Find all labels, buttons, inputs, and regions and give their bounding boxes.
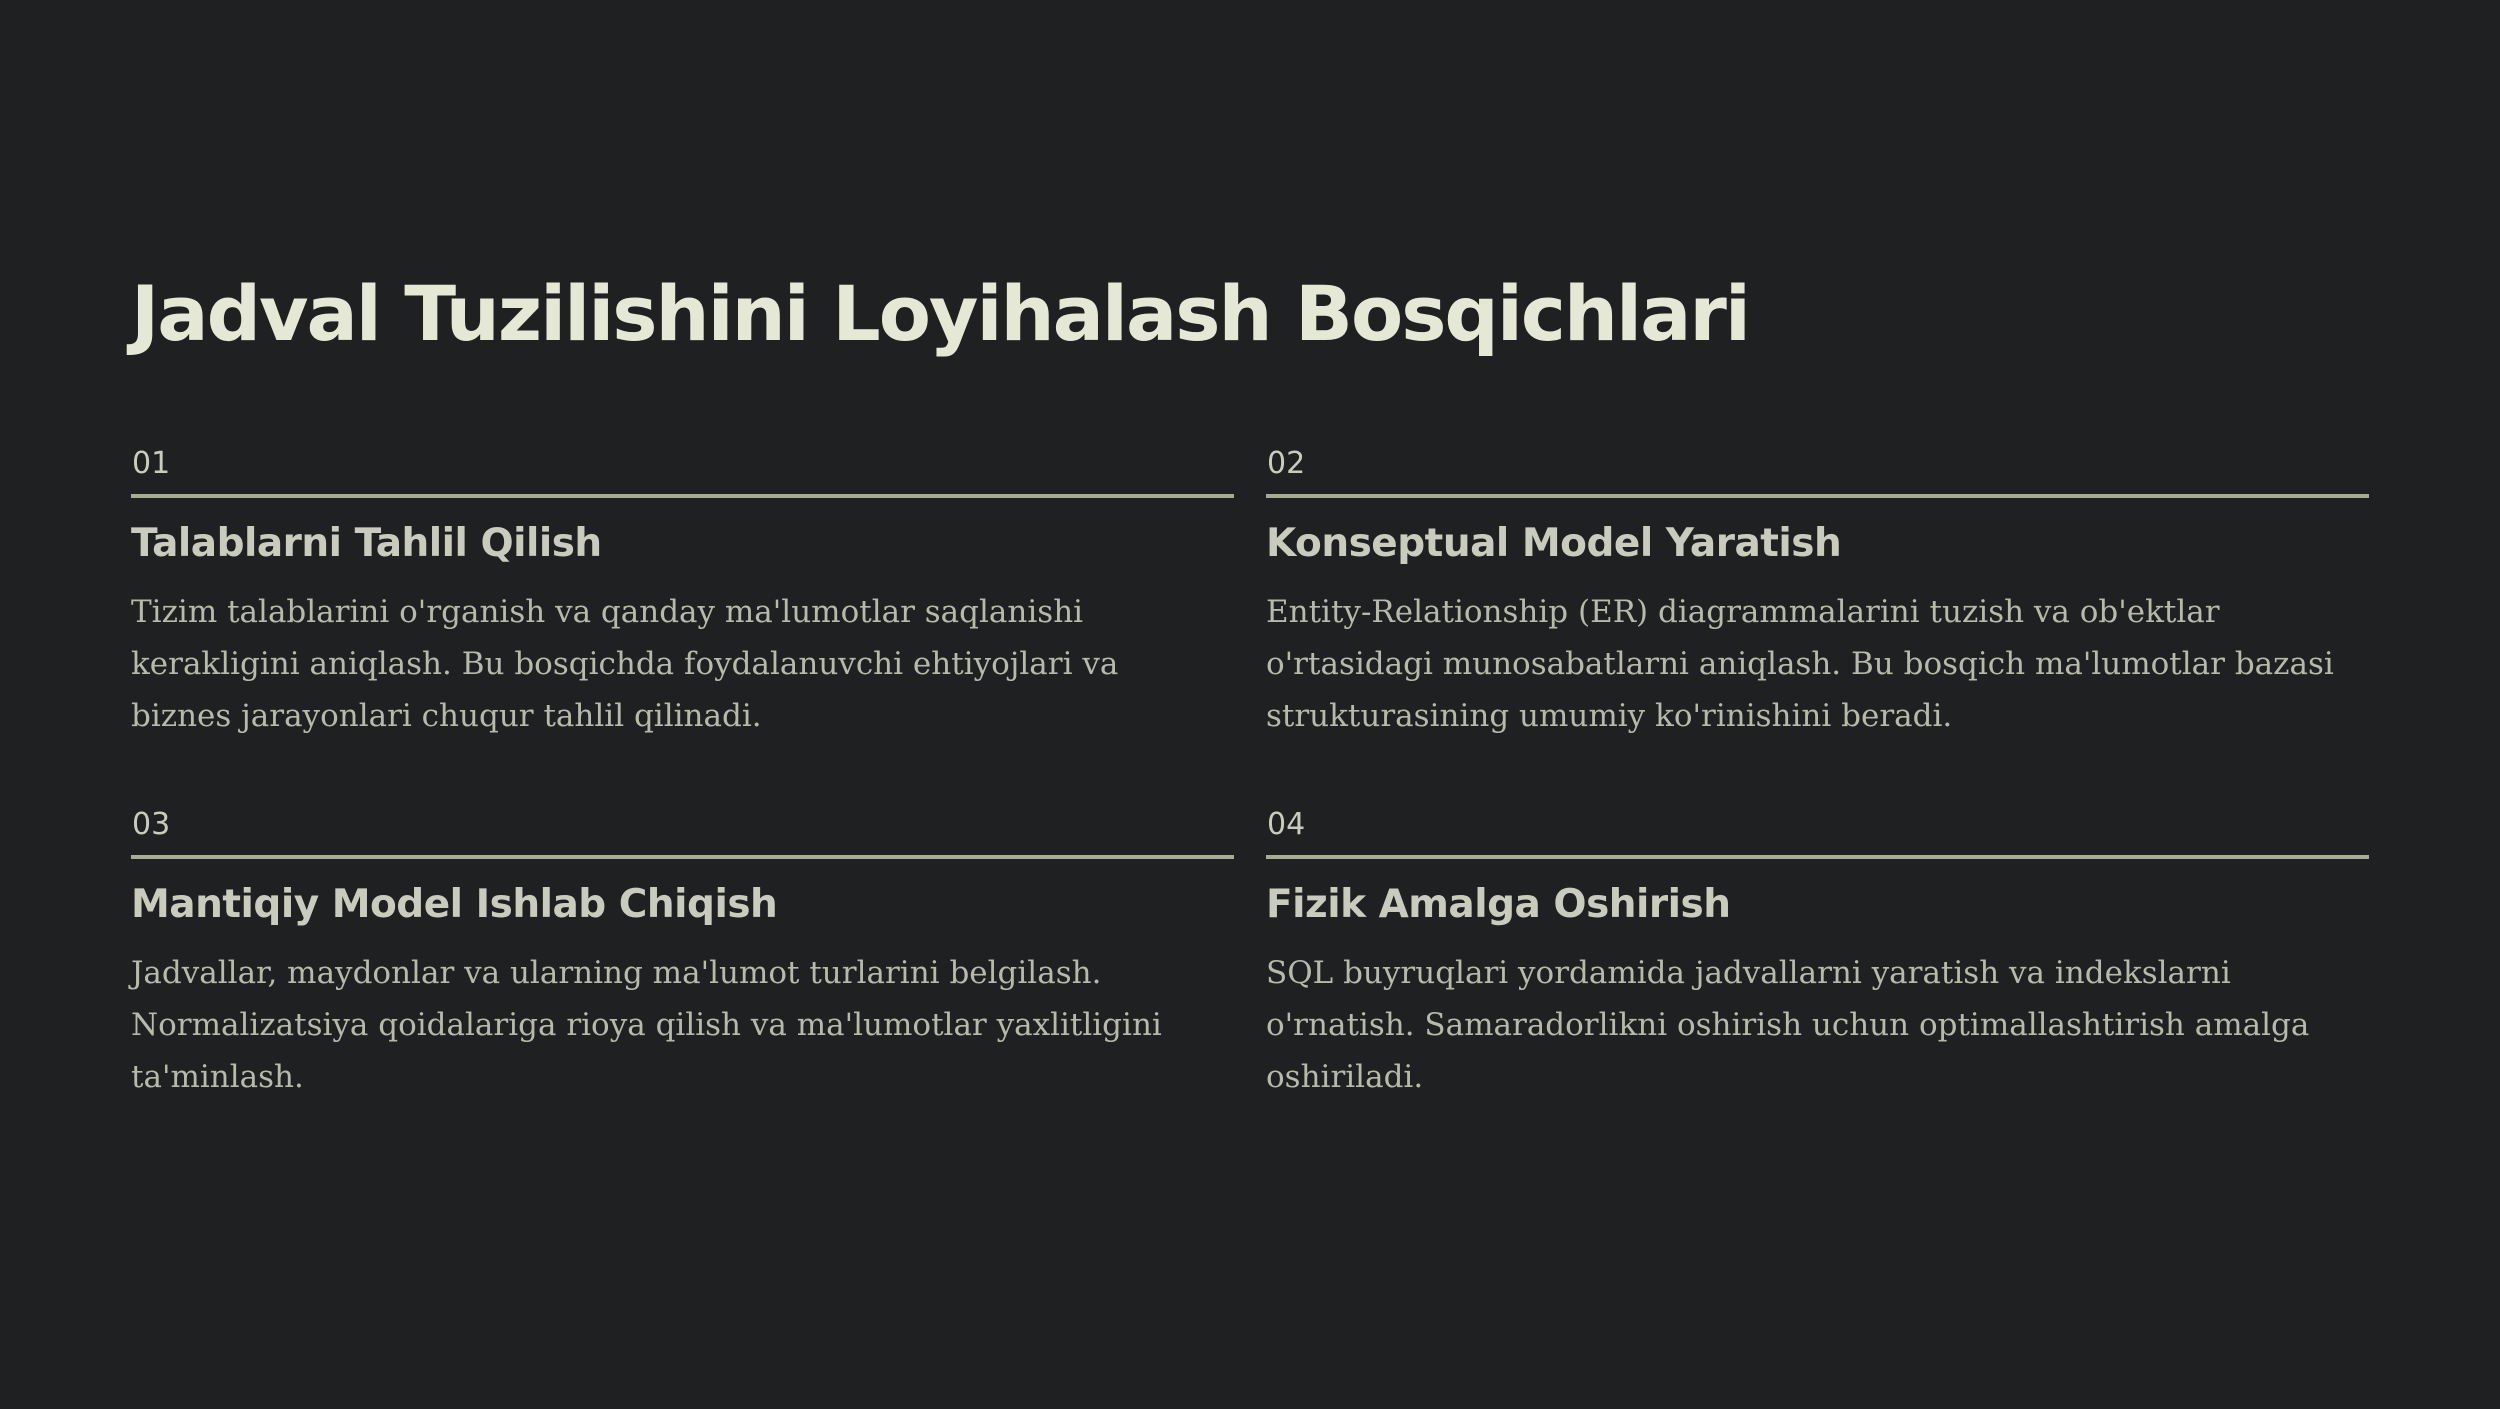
step-description: Jadvallar, maydonlar va ularning ma'lumot turlarini belgilash. Normalizatsiya qoidalariga rioya qilish va ma'lumotlar yaxlitligini ta'minlash. (131, 955, 1162, 1095)
slide-title: Jadval Tuzilishini Loyihalash Bosqichlari (131, 269, 1749, 358)
step-divider (131, 855, 1234, 859)
step-description: Tizim talablarini o'rganish va qanday ma'lumotlar saqlanishi kerakligini aniqlash. Bu bosqichda foydalanuvchi ehtiyojlari va biznes jarayonlari chuqur tahlil qilinadi. (131, 594, 1119, 734)
step-number: 01 (132, 446, 171, 481)
step-title: Mantiqiy Model Ishlab Chiqish (131, 882, 778, 927)
step-number: 02 (1267, 446, 1306, 481)
step-description: Entity-Relationship (ER) diagrammalarini tuzish va ob'ektlar o'rtasidagi munosabatlarni aniqlash. Bu bosqich ma'lumotlar bazasi strukturasining umumiy ko'rinishini beradi. (1266, 594, 2334, 734)
step-divider (1266, 494, 2369, 498)
step-title: Konseptual Model Yaratish (1266, 521, 1842, 566)
step-card-4 (1266, 805, 2369, 1103)
step-number: 03 (132, 807, 171, 842)
step-description: SQL buyruqlari yordamida jadvallarni yaratish va indekslarni o'rnatish. Samaradorlikni oshirish uchun optimallashtirish amalga oshiriladi. (1266, 955, 2310, 1095)
step-divider (131, 494, 1234, 498)
step-card-1 (131, 444, 1234, 742)
step-divider (1266, 855, 2369, 859)
step-card-3 (131, 805, 1234, 1103)
step-title: Fizik Amalga Oshirish (1266, 882, 1731, 927)
step-number: 04 (1267, 807, 1306, 842)
step-title: Talablarni Tahlil Qilish (131, 521, 602, 566)
step-card-2 (1266, 444, 2369, 742)
